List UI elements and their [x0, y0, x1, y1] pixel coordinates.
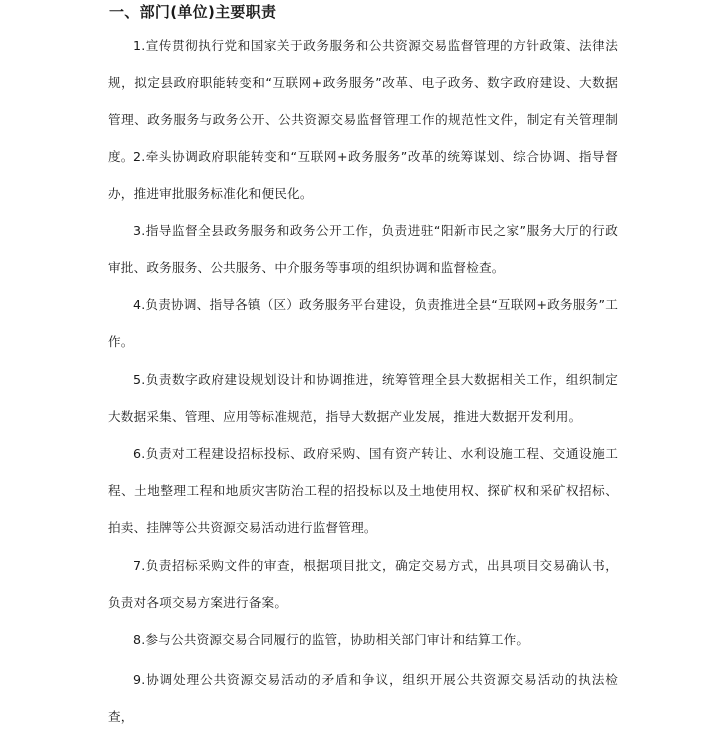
section-heading: 一、部门(单位)主要职责	[109, 3, 277, 21]
duty-paragraph-8: 8.参与公共资源交易合同履行的监管，协助相关部门审计和结算工作。	[133, 632, 530, 647]
duty-paragraph-9: 9.协调处理公共资源交易活动的矛盾和争议，组织开展公共资源交易活动的执法检查，	[108, 672, 618, 724]
duty-paragraph-2: 2.牵头协调政府职能转变和“互联网+政务服务”改革的统筹谋划、综合协调、指导督办，推进审批服务标准化和便民化。	[108, 149, 618, 201]
duty-paragraph-7: 7.负责招标采购文件的审查，根据项目批文，确定交易方式，出具项目交易确认书，负责对各项交易方案进行备案。	[108, 558, 618, 610]
duty-paragraph-5: 5.负责数字政府建设规划设计和协调推进，统筹管理全县大数据相关工作，组织制定大数据采集、管理、应用等标准规范，指导大数据产业发展，推进大数据开发利用。	[108, 372, 618, 424]
duty-paragraph-4: 4.负责协调、指导各镇（区）政务服务平台建设，负责推进全县“互联网+政务服务”工作。	[108, 297, 618, 349]
duty-paragraph-6: 6.负责对工程建设招标投标、政府采购、国有资产转让、水利设施工程、交通设施工程、土地整理工程和地质灾害防治工程的招投标以及土地使用权、探矿权和采矿权招标、拍卖、挂牌等公共资源交易活动进行监督管理。	[108, 446, 618, 535]
duty-paragraph-3: 3.指导监督全县政务服务和政务公开工作，负责进驻“阳新市民之家”服务大厅的行政审批、政务服务、公共服务、中介服务等事项的组织协调和监督检查。	[108, 223, 618, 275]
duty-paragraph-1: 1.宣传贯彻执行党和国家关于政务服务和公共资源交易监督管理的方针政策、法律法规，拟定县政府职能转变和“互联网+政务服务”改革、电子政务、数字政府建设、大数据管理、政务服务与政务公开、公共资源交易监督管理工作的规范性文件，制定有关管理制度。	[108, 38, 618, 164]
